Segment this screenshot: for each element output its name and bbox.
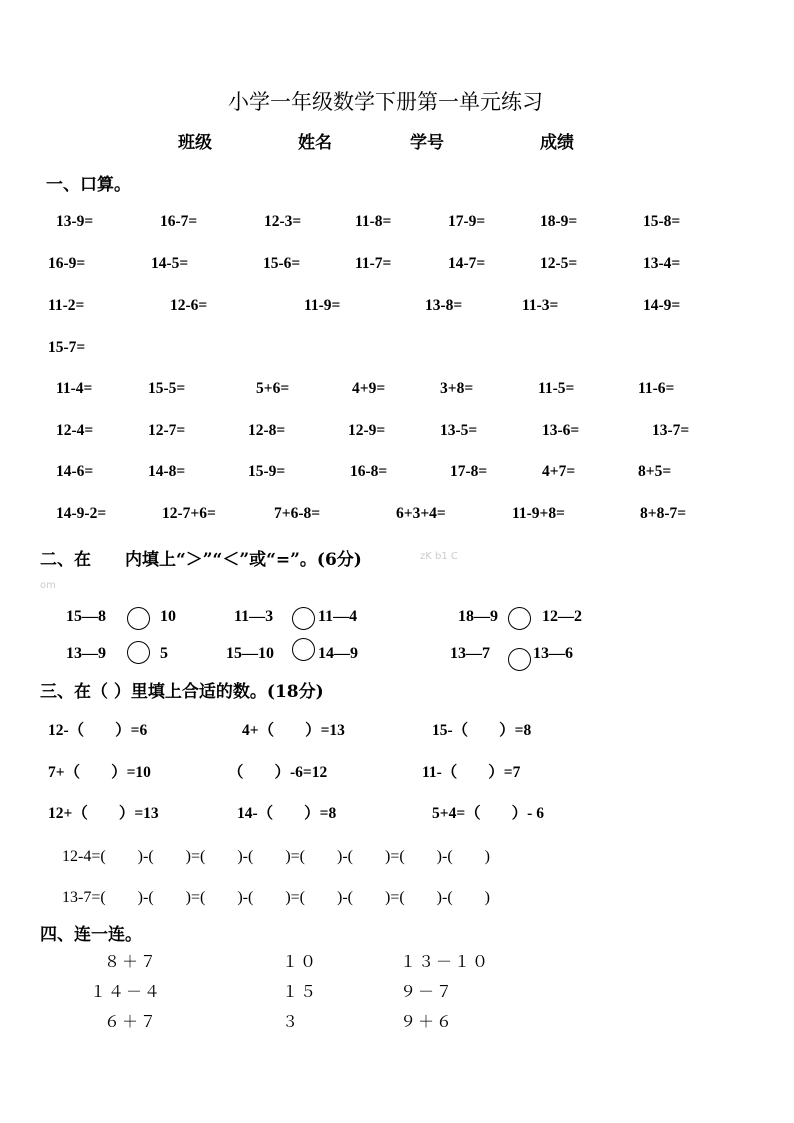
compare-left: 15—8 bbox=[66, 608, 106, 625]
compare-circle[interactable] bbox=[292, 607, 315, 630]
compare-right: 12—2 bbox=[542, 608, 582, 625]
compare-right: 11—4 bbox=[318, 608, 358, 625]
compare-circle[interactable] bbox=[292, 638, 315, 661]
mental-math-item: 16-7= bbox=[160, 213, 198, 230]
mental-math-item: 13-7= bbox=[652, 422, 690, 439]
section-2-heading: 二、在 内填上“＞”“＜”或“=”。(6分) bbox=[40, 550, 362, 570]
decomposition-row: 12-4=( )-( )=( )-( )=( )-( )=( )-( ) bbox=[62, 848, 490, 865]
score-label: 成绩 bbox=[540, 133, 574, 153]
match-left-item: ８＋７ bbox=[104, 954, 159, 972]
fill-blank-item: 5+4=（ ）- 6 bbox=[432, 805, 544, 822]
mental-math-item: 11-4= bbox=[56, 380, 93, 397]
fill-blank-item: 12-（ ）=6 bbox=[48, 722, 148, 739]
mental-math-item: 3+8= bbox=[440, 380, 474, 397]
compare-left: 13—7 bbox=[450, 645, 490, 662]
mental-math-item: 18-9= bbox=[540, 213, 578, 230]
match-left-item: １４－４ bbox=[90, 984, 163, 1002]
fill-blank-item: 12+（ ）=13 bbox=[48, 805, 159, 822]
compare-circle[interactable] bbox=[127, 607, 150, 630]
mental-math-item: 11-9= bbox=[304, 297, 341, 314]
fill-blank-item: 4+（ ）=13 bbox=[242, 722, 345, 739]
mental-math-item: 11-7= bbox=[355, 255, 392, 272]
mental-math-item: 11-3= bbox=[522, 297, 559, 314]
section-1-heading: 一、口算。 bbox=[46, 175, 131, 195]
match-left-item: ６＋７ bbox=[104, 1014, 159, 1032]
mental-math-item: 15-7= bbox=[48, 339, 86, 356]
mental-math-item: 15-5= bbox=[148, 380, 186, 397]
compare-circle[interactable] bbox=[127, 641, 150, 664]
mental-math-item: 5+6= bbox=[256, 380, 290, 397]
mental-math-item: 16-8= bbox=[350, 463, 388, 480]
mental-math-item: 11-8= bbox=[355, 213, 392, 230]
mental-math-item: 14-5= bbox=[151, 255, 189, 272]
compare-circle[interactable] bbox=[508, 607, 531, 630]
match-middle-item: ３ bbox=[282, 1014, 301, 1032]
fill-blank-item: 15-（ ）=8 bbox=[432, 722, 532, 739]
compare-right: 13—6 bbox=[533, 645, 573, 662]
mental-math-item: 14-9-2= bbox=[56, 505, 107, 522]
match-right-item: ９＋６ bbox=[400, 1014, 455, 1032]
mental-math-item: 12-9= bbox=[348, 422, 386, 439]
mental-math-item: 13-5= bbox=[440, 422, 478, 439]
mental-math-item: 14-6= bbox=[56, 463, 94, 480]
mental-math-item: 11-9+8= bbox=[512, 505, 565, 522]
mental-math-item: 15-9= bbox=[248, 463, 286, 480]
mental-math-item: 17-8= bbox=[450, 463, 488, 480]
mental-math-item: 16-9= bbox=[48, 255, 86, 272]
page-title: 小学一年级数学下册第一单元练习 bbox=[228, 90, 543, 114]
student-id-label: 学号 bbox=[410, 133, 444, 153]
mental-math-item: 13-4= bbox=[643, 255, 681, 272]
faint-scan-mark: zK b1 C bbox=[420, 551, 458, 562]
mental-math-item: 12-7= bbox=[148, 422, 186, 439]
mental-math-item: 8+5= bbox=[638, 463, 672, 480]
mental-math-item: 13-9= bbox=[56, 213, 94, 230]
mental-math-item: 6+3+4= bbox=[396, 505, 446, 522]
mental-math-item: 11-2= bbox=[48, 297, 85, 314]
compare-left: 13—9 bbox=[66, 645, 106, 662]
mental-math-item: 12-5= bbox=[540, 255, 578, 272]
match-middle-item: １５ bbox=[282, 984, 319, 1002]
compare-left: 18—9 bbox=[458, 608, 498, 625]
fill-blank-item: 14-（ ）=8 bbox=[237, 805, 337, 822]
mental-math-item: 12-3= bbox=[264, 213, 302, 230]
section-3-heading: 三、在（ ）里填上合适的数。(18分) bbox=[40, 682, 324, 702]
compare-right: 10 bbox=[160, 608, 176, 625]
fill-blank-item: 11-（ ）=7 bbox=[422, 764, 521, 781]
fill-blank-item: 7+（ ）=10 bbox=[48, 764, 151, 781]
mental-math-item: 12-8= bbox=[248, 422, 286, 439]
compare-right: 14—9 bbox=[318, 645, 358, 662]
fill-blank-item: （ ）-6=12 bbox=[228, 764, 328, 781]
mental-math-item: 13-6= bbox=[542, 422, 580, 439]
compare-circle[interactable] bbox=[508, 648, 531, 671]
mental-math-item: 14-9= bbox=[643, 297, 681, 314]
class-label: 班级 bbox=[178, 133, 212, 153]
mental-math-item: 13-8= bbox=[425, 297, 463, 314]
name-label: 姓名 bbox=[298, 133, 332, 153]
mental-math-item: 12-6= bbox=[170, 297, 208, 314]
mental-math-item: 11-5= bbox=[538, 380, 575, 397]
faint-scan-mark: om bbox=[40, 580, 56, 591]
mental-math-item: 11-6= bbox=[638, 380, 675, 397]
match-middle-item: １０ bbox=[282, 954, 319, 972]
match-right-item: １３－１０ bbox=[400, 954, 491, 972]
mental-math-item: 15-8= bbox=[643, 213, 681, 230]
decomposition-row: 13-7=( )-( )=( )-( )=( )-( )=( )-( ) bbox=[62, 889, 490, 906]
mental-math-item: 4+7= bbox=[542, 463, 576, 480]
section-4-heading: 四、连一连。 bbox=[40, 925, 142, 945]
compare-left: 11—3 bbox=[234, 608, 274, 625]
mental-math-item: 7+6-8= bbox=[274, 505, 321, 522]
mental-math-item: 12-7+6= bbox=[162, 505, 216, 522]
mental-math-item: 4+9= bbox=[352, 380, 386, 397]
match-right-item: ９－７ bbox=[400, 984, 455, 1002]
mental-math-item: 17-9= bbox=[448, 213, 486, 230]
mental-math-item: 15-6= bbox=[263, 255, 301, 272]
mental-math-item: 14-8= bbox=[148, 463, 186, 480]
mental-math-item: 12-4= bbox=[56, 422, 94, 439]
mental-math-item: 14-7= bbox=[448, 255, 486, 272]
compare-right: 5 bbox=[160, 645, 168, 662]
mental-math-item: 8+8-7= bbox=[640, 505, 687, 522]
compare-left: 15—10 bbox=[226, 645, 274, 662]
